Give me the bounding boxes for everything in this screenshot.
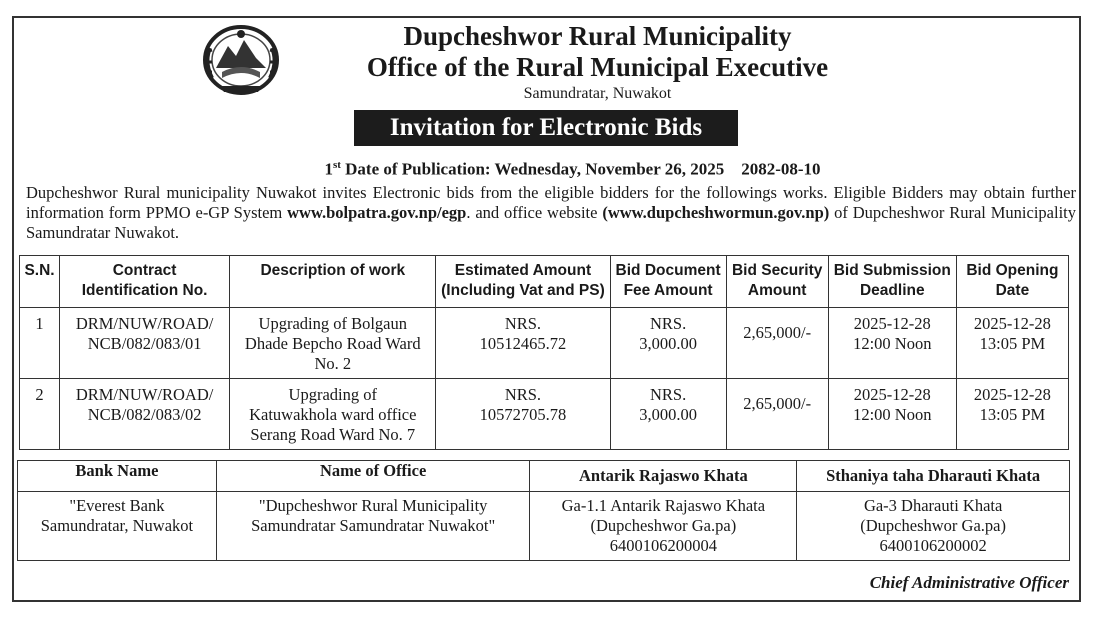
row-doc-fee: NRS. 3,000.00: [610, 379, 726, 450]
row-security: 2,65,000/-: [726, 308, 828, 379]
col-estimate: Estimated Amount (Including Vat and PS): [436, 256, 610, 308]
pub-ordinal-suffix: st: [332, 159, 341, 171]
intro-text-2: . and office website: [466, 203, 603, 222]
table-row: [20, 308, 1069, 379]
row-opening: 2025-12-28 13:05 PM: [956, 379, 1068, 450]
publication-date: [0, 155, 1105, 180]
pub-ordinal: 1: [324, 159, 333, 179]
col-office-name: Name of Office: [216, 461, 530, 492]
row-security: 2,65,000/-: [726, 379, 828, 450]
notice-title-banner: Invitation for Electronic Bids: [354, 110, 738, 146]
address: Samundratar, Nuwakot: [523, 85, 672, 102]
bank-name-cell: "Everest Bank Samundratar, Nuwakot: [18, 492, 217, 561]
row-description: Upgrading of Katuwakhola ward office Serang Road Ward No. 7: [230, 379, 436, 450]
row-doc-fee: NRS. 3,000.00: [610, 308, 726, 379]
bank-table: [17, 460, 1070, 561]
row-contract-id: DRM/NUW/ROAD/ NCB/082/083/02: [60, 379, 230, 450]
col-doc-fee: Bid Document Fee Amount: [610, 256, 726, 308]
row-deadline: 2025-12-28 12:00 Noon: [828, 379, 956, 450]
col-sthaniya: Sthaniya taha Dharauti Khata: [797, 461, 1070, 492]
signatory-title: Chief Administrative Officer: [869, 573, 1069, 592]
intro-paragraph: [26, 183, 1076, 243]
row-deadline: 2025-12-28 12:00 Noon: [828, 308, 956, 379]
bank-header-row: [18, 461, 1070, 492]
col-deadline: Bid Submission Deadline: [828, 256, 956, 308]
egp-link[interactable]: www.bolpatra.gov.np/egp: [287, 203, 467, 222]
org-name: Dupcheshwor Rural Municipality: [403, 21, 792, 51]
table-row: [18, 492, 1070, 561]
antarik-cell: Ga-1.1 Antarik Rajaswo Khata (Dupcheshwor Ga.pa) 6400106200004: [530, 492, 797, 561]
intro-text-3: of Dupcheshwor Rural Municipality Samundratar Nuwakot.: [26, 203, 1076, 242]
row-description: Upgrading of Bolgaun Dhade Bepcho Road Ward No. 2: [230, 308, 436, 379]
col-security: Bid Security Amount: [726, 256, 828, 308]
col-contract-id: Contract Identification No.: [60, 256, 230, 308]
col-description: Description of work: [230, 256, 436, 308]
intro-text-1: Dupcheshwor Rural municipality Nuwakot invites Electronic bids from the eligible bidders for the followings works. Eligible Bidders may obtain further information form PPMO e-GP System: [26, 183, 1076, 222]
col-bank-name: Bank Name: [18, 461, 217, 492]
bids-header-row: [20, 256, 1069, 308]
office-website-link[interactable]: (www.dupcheshwormun.gov.np): [602, 203, 830, 222]
row-sn: 1: [20, 308, 60, 379]
pub-label: Date of Publication: Wednesday, November 26, 2025: [340, 159, 725, 179]
row-estimate: NRS. 10512465.72: [436, 308, 610, 379]
office-name-cell: "Dupcheshwor Rural Municipality Samundratar Samundratar Nuwakot": [216, 492, 530, 561]
row-opening: 2025-12-28 13:05 PM: [956, 308, 1068, 379]
table-row: [20, 379, 1069, 450]
row-sn: 2: [20, 379, 60, 450]
bids-table: [19, 255, 1069, 450]
office-name: Office of the Rural Municipal Executive: [366, 52, 829, 82]
col-sn: S.N.: [20, 256, 60, 308]
row-contract-id: DRM/NUW/ROAD/ NCB/082/083/01: [60, 308, 230, 379]
col-opening: Bid Opening Date: [956, 256, 1068, 308]
pub-nepali-date: 2082-08-10: [741, 159, 821, 179]
col-antarik: Antarik Rajaswo Khata: [530, 461, 797, 492]
sthaniya-cell: Ga-3 Dharauti Khata (Dupcheshwor Ga.pa) 6400106200002: [797, 492, 1070, 561]
row-estimate: NRS. 10572705.78: [436, 379, 610, 450]
